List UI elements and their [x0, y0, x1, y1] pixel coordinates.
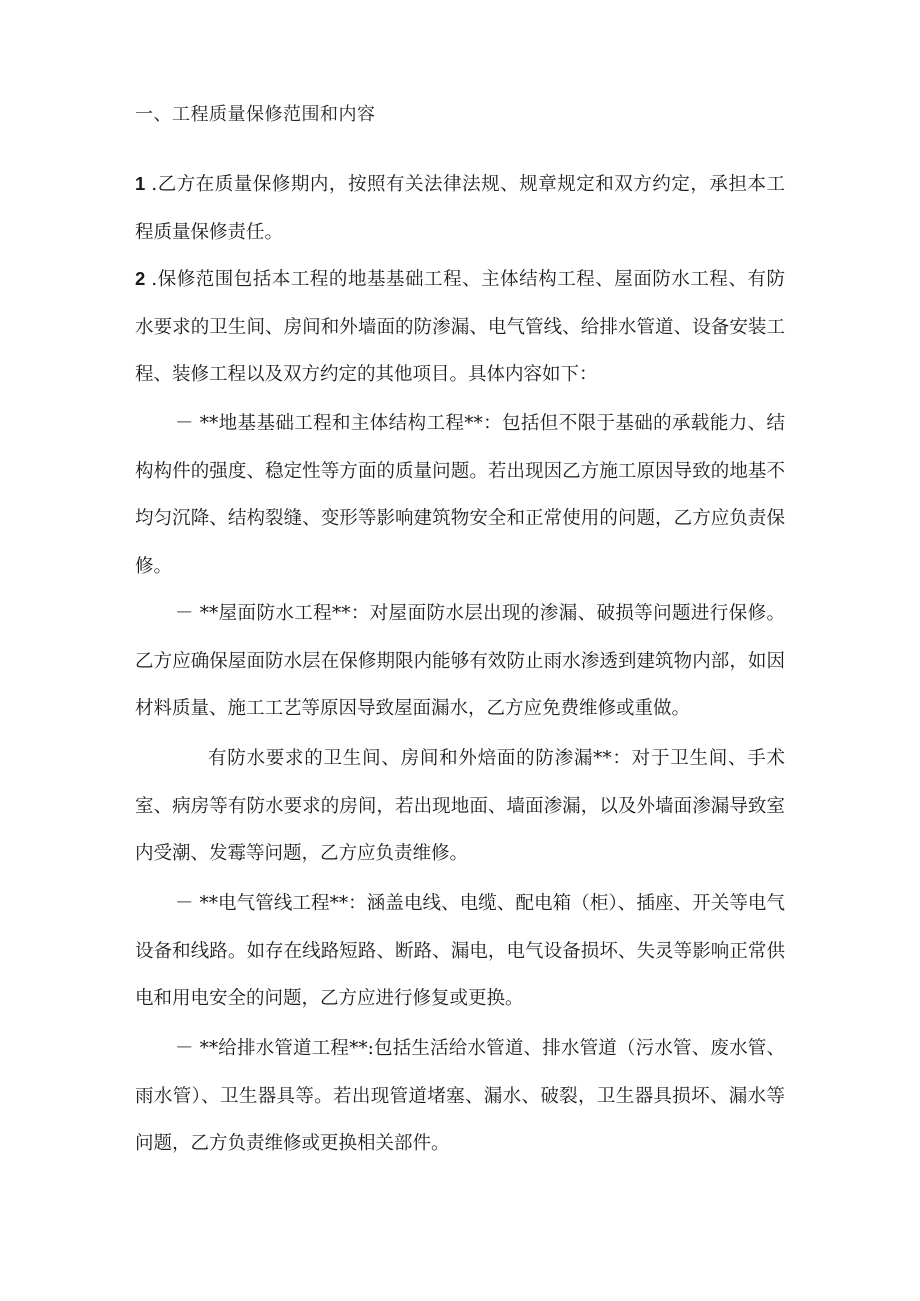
- bullet-roof-waterproofing: － **屋面防水工程**：对屋面防水层出现的渗漏、破损等问题进行保修。乙方应确保屋面防水层在保修期限内能够有效防止雨水渗透到建筑物内部，如因材料质量、施工工艺等原因导致屋面漏水，乙方应免费维修或重做。: [135, 603, 785, 719]
- paragraph-item-1: [135, 160, 785, 256]
- item-text: .乙方在质量保修期内，按照有关法律法规、规章规定和双方约定，承担本工程质量保修责任。: [135, 174, 785, 243]
- item-text: .保修范围包括本工程的地基基础工程、主体结构工程、屋面防水工程、有防水要求的卫生间、房间和外墙面的防渗漏、电气管线、给排水管道、设备安装工程、装修工程以及双方约定的其他项目。具体内容如下：: [135, 269, 785, 385]
- bullet-leak-prevention: 有防水要求的卫生间、房间和外焙面的防渗漏**：对于卫生间、手术室、病房等有防水要求的房间，若出现地面、墙面渗漏，以及外墙面渗漏导致室内受潮、发霉等问题，乙方应负责维修。: [135, 748, 785, 864]
- item-number: 2: [135, 268, 146, 289]
- paragraph-item-2: [135, 255, 785, 399]
- bullet-plumbing: － **给排水管道工程**:包括生活给水管道、排水管道（污水管、废水管、雨水管）、卫生器具等。若出现管道堵塞、漏水、破裂，卫生器具损坏、漏水等问题，乙方负责维修或更换相关部件。: [135, 1038, 785, 1154]
- section-heading: 一、工程质量保修范围和内容: [135, 104, 376, 125]
- bullet-electrical: － **电气管线工程**：涵盖电线、电缆、配电箱（柜）、插座、开关等电气设备和线路。如存在线路短路、断路、漏电，电气设备损坏、失灵等影响正常供电和用电安全的问题，乙方应进行修复或更换。: [135, 893, 785, 1009]
- item-number: 1: [135, 173, 146, 194]
- bullet-foundation-structure: － **地基基础工程和主体结构工程**：包括但不限于基础的承载能力、结构构件的强度、稳定性等方面的质量问题。若出现因乙方施工原因导致的地基不均匀沉降、结构裂缝、变形等影响建筑物安全和正常使用的问题，乙方应负责保修。: [135, 413, 785, 577]
